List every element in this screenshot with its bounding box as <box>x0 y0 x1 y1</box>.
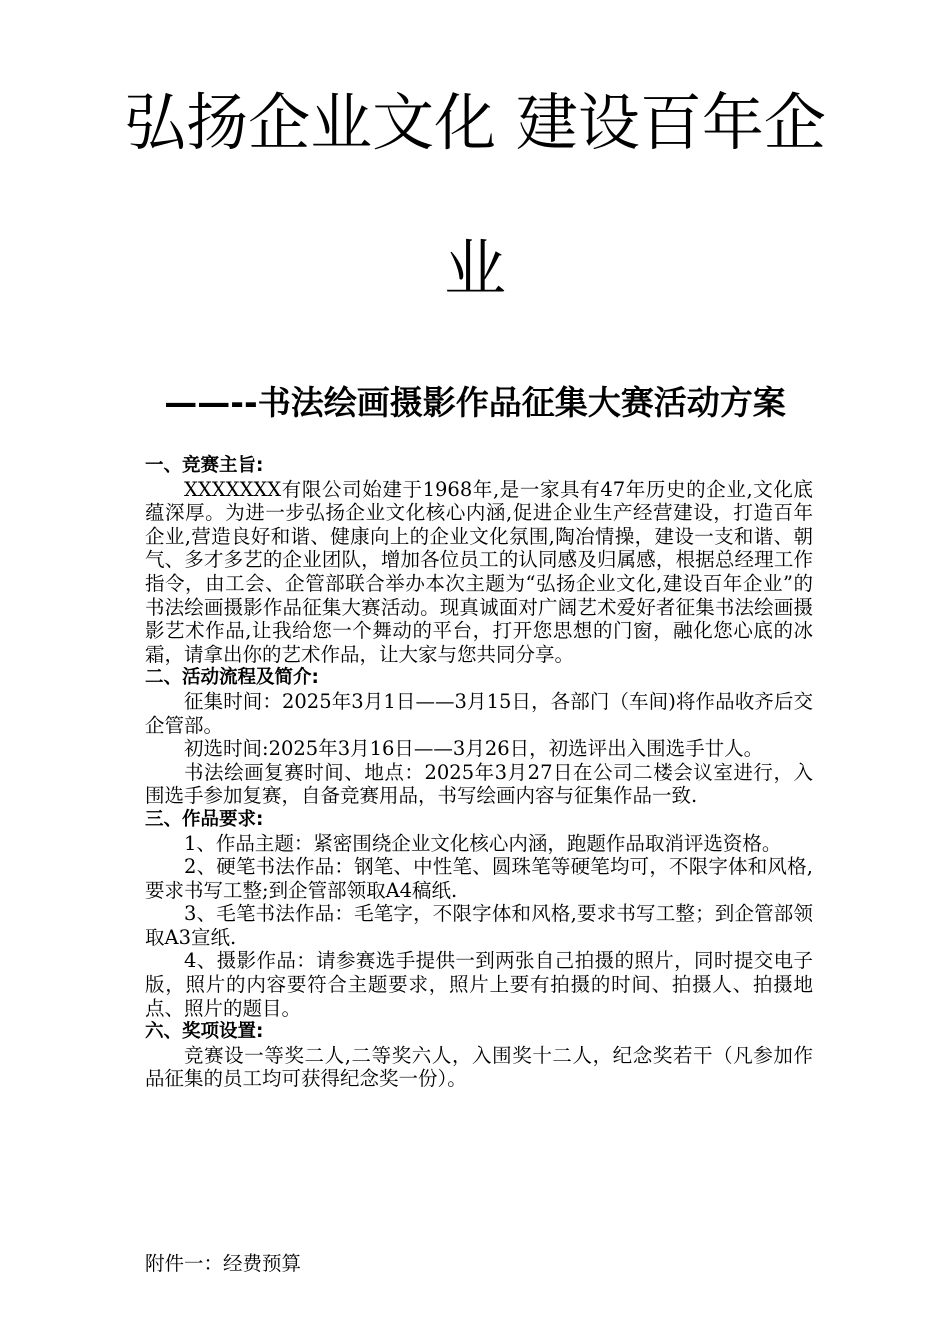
paragraph: XXXXXXX有限公司始建于1968年,是一家具有47年历史的企业,文化底蕴深厚。为进一步弘扬企业文化核心内涵,促进企业生产经营建设，打造百年企业,营造良好和谐、健康向上的企业文化氛围,陶冶情操，建设一支和谐、朝气、多才多艺的企业团队，增加各位员工的认同感及归属感，根据总经理工作指令，由工会、企管部联合举办本次主题为“弘扬企业文化,建设百年企业”的书法绘画摄影作品征集大赛活动。现真诚面对广阔艺术爱好者征集书法绘画摄影艺术作品,让我给您一个舞动的平台，打开您思想的门窗，融化您心底的冰霜，请拿出你的艺术作品，让大家与您共同分享。 <box>145 477 813 666</box>
section-heading: 一、竞赛主旨: <box>145 455 264 476</box>
title-line-1: 弘扬企业文化 建设百年企 <box>124 86 826 159</box>
paragraph: 1、作品主题：紧密围绕企业文化核心内涵，跑题作品取消评选资格。 <box>184 831 782 855</box>
attachment-note: 附件一：经费预算 <box>145 1252 302 1275</box>
paragraph: 征集时间：2025年3月1日——3月15日，各部门（车间)将作品收齐后交企管部。 <box>145 689 813 737</box>
paragraph: 初选时间:2025年3月16日——3月26日，初选评出入围选手廿人。 <box>184 737 764 761</box>
section-heading: 六、奖项设置: <box>145 1021 264 1043</box>
paragraph: 4、摄影作品：请参赛选手提供一到两张自己拍摄的照片，同时提交电子版，照片的内容要符合主题要求，照片上要有拍摄的时间、拍摄人、拍摄地点、照片的题目。 <box>145 949 813 1020</box>
section-heading: 二、活动流程及简介: <box>145 667 319 689</box>
subtitle: ——--书法绘画摄影作品征集大赛活动方案 <box>164 383 786 422</box>
section-heading: 三、作品要求: <box>145 808 264 830</box>
paragraph: 3、毛笔书法作品：毛笔字，不限字体和风格,要求书写工整；到企管部领取A3宣纸. <box>145 902 813 949</box>
paragraph: 竞赛设一等奖二人,二等奖六人，入围奖十二人，纪念奖若干（凡参加作品征集的员工均可获得纪念奖一份）。 <box>145 1043 813 1091</box>
document-body <box>145 454 813 1091</box>
title-line-2: 业 <box>443 232 506 305</box>
paragraph: 书法绘画复赛时间、地点：2025年3月27日在公司二楼会议室进行，入围选手参加复赛，自备竞赛用品，书写绘画内容与征集作品一致. <box>145 760 813 808</box>
paragraph: 2、硬笔书法作品：钢笔、中性笔、圆珠笔等硬笔均可，不限字体和风格,要求书写工整;到企管部领取A4稿纸. <box>145 855 813 902</box>
